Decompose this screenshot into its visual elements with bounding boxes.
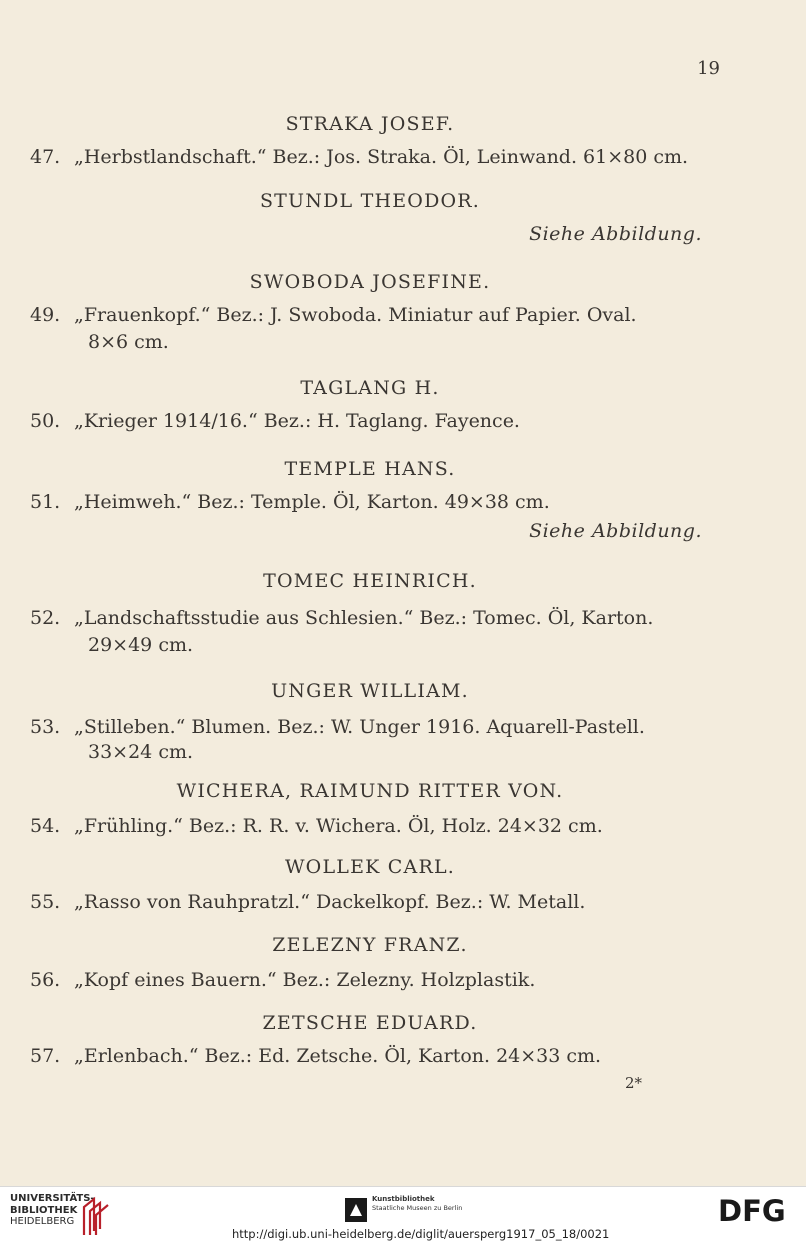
ub-line-1: UNIVERSITÄTS-	[10, 1193, 95, 1204]
artist-heading: WOLLEK CARL.	[284, 856, 456, 878]
artist-heading: STUNDL THEODOR.	[259, 190, 481, 212]
entry-text: „Kopf eines Bauern.“ Bez.: Zelezny. Holzplastik.	[74, 969, 536, 991]
entry-number: 56.	[30, 969, 61, 991]
entry-text: „Rasso von Rauhpratzl.“ Dackelkopf. Bez.: W. Metall.	[74, 891, 586, 913]
page-number: 19	[697, 58, 720, 79]
entry-number: 50.	[30, 410, 61, 432]
artist-heading: TAGLANG H.	[300, 377, 440, 399]
entry-continuation: 33×24 cm.	[88, 741, 194, 763]
dfg-logo-icon	[718, 1195, 796, 1225]
artist-heading: STRAKA JOSEF.	[285, 113, 455, 135]
catalog-entry	[30, 607, 653, 629]
catalog-entry	[30, 815, 603, 837]
artist-heading: ZELEZNY FRANZ.	[272, 934, 468, 956]
entry-number: 51.	[30, 491, 61, 513]
artist-heading: TEMPLE HANS.	[284, 458, 456, 480]
permalink-url[interactable]: http://digi.ub.uni-heidelberg.de/diglit/auersperg1917_05_18/0021	[232, 1227, 610, 1241]
ub-line-2: BIBLIOTHEK	[10, 1204, 78, 1216]
entry-continuation: 29×49 cm.	[88, 634, 194, 656]
ub-heidelberg-logo-icon	[80, 1191, 112, 1237]
entry-number: 55.	[30, 891, 61, 913]
entry-number: 54.	[30, 815, 61, 837]
kunstbibliothek-logo-icon	[345, 1198, 367, 1222]
see-illustration-note: Siehe Abbildung.	[529, 223, 702, 245]
entry-text: „Stilleben.“ Blumen. Bez.: W. Unger 1916. Aquarell-Pastell.	[74, 716, 645, 738]
footer-bar	[0, 1186, 806, 1243]
signature-mark: 2*	[624, 1074, 642, 1092]
artist-heading: TOMEC HEINRICH.	[263, 570, 477, 592]
artist-heading: SWOBODA JOSEFINE.	[249, 271, 491, 293]
catalog-entry	[30, 1045, 601, 1067]
dfg-text: DFG	[718, 1195, 786, 1225]
catalog-entry	[30, 146, 688, 168]
entry-number: 57.	[30, 1045, 61, 1067]
entry-text: „Herbstlandschaft.“ Bez.: Jos. Straka. Öl, Leinwand. 61×80 cm.	[74, 146, 689, 168]
entry-continuation: 8×6 cm.	[88, 331, 169, 353]
catalog-entry	[30, 716, 645, 738]
artist-heading: ZETSCHE EDUARD.	[262, 1012, 478, 1034]
artist-heading: UNGER WILLIAM.	[271, 680, 469, 702]
entry-text: „Frauenkopf.“ Bez.: J. Swoboda. Miniatur auf Papier. Oval.	[74, 304, 637, 326]
entry-number: 53.	[30, 716, 61, 738]
ub-line-3: HEIDELBERG	[10, 1216, 75, 1227]
entry-number: 47.	[30, 146, 61, 168]
catalog-entry	[30, 491, 550, 513]
kb-line-2: Staatliche Museen zu Berlin	[372, 1204, 463, 1212]
catalog-entry	[30, 410, 520, 432]
catalog-entry	[30, 304, 637, 326]
entry-text: „Frühling.“ Bez.: R. R. v. Wichera. Öl, Holz. 24×32 cm.	[74, 815, 603, 837]
entry-text: „Landschaftsstudie aus Schlesien.“ Bez.: Tomec. Öl, Karton.	[74, 607, 654, 629]
entry-number: 49.	[30, 304, 61, 326]
kunstbibliothek-label	[372, 1195, 462, 1213]
entry-text: „Heimweh.“ Bez.: Temple. Öl, Karton. 49×38 cm.	[74, 491, 550, 513]
kb-line-1: Kunstbibliothek	[372, 1195, 435, 1203]
entry-text: „Erlenbach.“ Bez.: Ed. Zetsche. Öl, Karton. 24×33 cm.	[74, 1045, 602, 1067]
artist-heading: WICHERA, RAIMUND RITTER VON.	[176, 780, 564, 802]
catalog-entry	[30, 891, 585, 913]
see-illustration-note: Siehe Abbildung.	[529, 520, 702, 542]
entry-number: 52.	[30, 607, 61, 629]
catalog-entry	[30, 969, 535, 991]
entry-text: „Krieger 1914/16.“ Bez.: H. Taglang. Fayence.	[74, 410, 520, 432]
